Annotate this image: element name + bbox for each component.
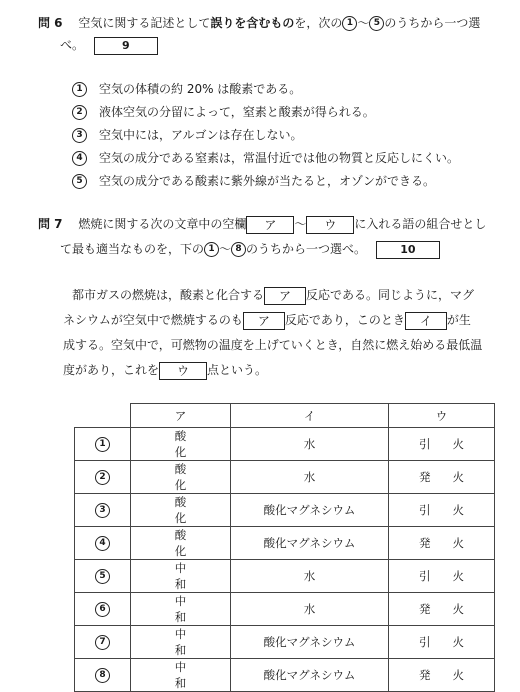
q7-label: 問 7 bbox=[38, 217, 63, 231]
passage-blank-a: ア bbox=[243, 312, 285, 330]
q7-range-sep: 〜 bbox=[219, 242, 232, 256]
row-number-circle: 3 bbox=[95, 503, 110, 518]
table-row[interactable] bbox=[75, 527, 495, 560]
choice-text: 空気中には，アルゴンは存在しない。 bbox=[99, 128, 303, 142]
choice-number-circle: 2 bbox=[72, 105, 87, 120]
q6-range-sep: 〜 bbox=[357, 16, 370, 30]
choice-text: 液体空気の分留によって，窒素と酸素が得られる。 bbox=[99, 105, 375, 119]
row-number-circle: 6 bbox=[95, 602, 110, 617]
choice-number-circle: 3 bbox=[72, 128, 87, 143]
q7-stem-line1 bbox=[38, 215, 486, 234]
q7-range-end-circle: 8 bbox=[231, 242, 246, 257]
cell-a: 中和 bbox=[131, 560, 231, 593]
q6-choice-2[interactable] bbox=[72, 103, 375, 120]
q7-answer-box[interactable]: 10 bbox=[376, 241, 440, 259]
q6-stem-text-a: 空気に関する記述として bbox=[78, 16, 211, 30]
table-row[interactable] bbox=[75, 659, 495, 692]
q7-answer-table bbox=[74, 403, 495, 692]
passage-blank-a: ア bbox=[264, 287, 306, 305]
row-number-circle: 5 bbox=[95, 569, 110, 584]
cell-a: 酸化 bbox=[131, 527, 231, 560]
q6-choice-5[interactable] bbox=[72, 172, 435, 189]
choice-number-circle: 5 bbox=[72, 174, 87, 189]
cell-i: 酸化マグネシウム bbox=[231, 494, 389, 527]
cell-i: 水 bbox=[231, 560, 389, 593]
passage-text: 度があり，これを bbox=[63, 363, 160, 377]
q7-blank-u: ウ bbox=[306, 216, 354, 234]
choice-text: 空気の体積の約 20% は酸素である。 bbox=[99, 82, 302, 96]
passage-blank-i: イ bbox=[405, 312, 447, 330]
cell-a: 中和 bbox=[131, 593, 231, 626]
choice-number-circle: 4 bbox=[72, 151, 87, 166]
q7-range-start-circle: 1 bbox=[204, 242, 219, 257]
passage-text: 都市ガスの燃焼は，酸素と化合する bbox=[72, 288, 265, 302]
q6-answer-box[interactable]: 9 bbox=[94, 37, 158, 55]
q7-stem-text-d: のうちから一つ選べ。 bbox=[246, 242, 367, 256]
q6-stem-line2-text: べ。 bbox=[60, 38, 85, 52]
q7-blank-a: ア bbox=[246, 216, 294, 234]
row-number-circle: 2 bbox=[95, 470, 110, 485]
cell-u: 引火 bbox=[389, 560, 495, 593]
table-header-row bbox=[75, 404, 495, 428]
table-row[interactable] bbox=[75, 593, 495, 626]
row-number-cell bbox=[75, 494, 131, 527]
q6-choice-3[interactable] bbox=[72, 126, 303, 143]
choice-number-circle: 1 bbox=[72, 82, 87, 97]
passage-text: ネシウムが空気中で燃焼するのも bbox=[63, 313, 243, 327]
cell-u: 引火 bbox=[389, 428, 495, 461]
q6-stem-text-b: を，次の bbox=[294, 16, 343, 30]
cell-i: 酸化マグネシウム bbox=[231, 659, 389, 692]
cell-u: 発火 bbox=[389, 527, 495, 560]
q6-label: 問 6 bbox=[38, 16, 63, 30]
q6-stem-line2 bbox=[60, 36, 158, 55]
table-header-i: イ bbox=[231, 404, 389, 428]
cell-i: 水 bbox=[231, 461, 389, 494]
cell-u: 発火 bbox=[389, 593, 495, 626]
q6-range-end-circle: 5 bbox=[369, 16, 384, 31]
cell-a: 酸化 bbox=[131, 494, 231, 527]
passage-line-2 bbox=[63, 307, 471, 333]
cell-i: 酸化マグネシウム bbox=[231, 626, 389, 659]
table-corner bbox=[75, 404, 131, 428]
passage-text: 反応であり，このとき bbox=[284, 313, 405, 327]
row-number-circle: 1 bbox=[95, 437, 110, 452]
table-row[interactable] bbox=[75, 428, 495, 461]
row-number-cell bbox=[75, 527, 131, 560]
cell-a: 酸化 bbox=[131, 461, 231, 494]
q6-stem-line1 bbox=[38, 14, 480, 31]
cell-i: 水 bbox=[231, 593, 389, 626]
q6-stem-emphasis: 誤りを含むもの bbox=[210, 16, 295, 30]
row-number-cell bbox=[75, 560, 131, 593]
cell-u: 引火 bbox=[389, 626, 495, 659]
q6-choice-1[interactable] bbox=[72, 80, 301, 97]
row-number-circle: 7 bbox=[95, 635, 110, 650]
choice-text: 空気の成分である窒素は，常温付近では他の物質と反応しにくい。 bbox=[99, 151, 460, 165]
choice-text: 空気の成分である酸素に紫外線が当たると，オゾンができる。 bbox=[99, 174, 436, 188]
table-row[interactable] bbox=[75, 461, 495, 494]
cell-u: 引火 bbox=[389, 494, 495, 527]
q7-tilde: 〜 bbox=[294, 217, 307, 231]
passage-text: 成する。空気中で，可燃物の温度を上げていくとき，自然に燃え始める最低温 bbox=[63, 338, 483, 352]
row-number-circle: 8 bbox=[95, 668, 110, 683]
table-row[interactable] bbox=[75, 494, 495, 527]
passage-blank-u: ウ bbox=[159, 362, 207, 380]
q7-stem-text-c: て最も適当なものを，下の bbox=[60, 242, 205, 256]
row-number-cell bbox=[75, 626, 131, 659]
row-number-cell bbox=[75, 593, 131, 626]
q7-stem-text-b: に入れる語の組合せとし bbox=[354, 217, 487, 231]
table-header-u: ウ bbox=[389, 404, 495, 428]
cell-i: 酸化マグネシウム bbox=[231, 527, 389, 560]
passage-text: が生 bbox=[446, 313, 471, 327]
q7-stem-text-a: 燃焼に関する次の文章中の空欄 bbox=[78, 217, 247, 231]
q6-range-start-circle: 1 bbox=[342, 16, 357, 31]
table-row[interactable] bbox=[75, 560, 495, 593]
q6-choice-4[interactable] bbox=[72, 149, 459, 166]
row-number-circle: 4 bbox=[95, 536, 110, 551]
passage-text: 点という。 bbox=[207, 363, 268, 377]
passage-line-1 bbox=[72, 282, 474, 308]
cell-a: 中和 bbox=[131, 626, 231, 659]
q7-stem-line2 bbox=[60, 240, 440, 259]
q6-stem-text-c: のうちから一つ選 bbox=[384, 16, 481, 30]
cell-u: 発火 bbox=[389, 659, 495, 692]
cell-a: 酸化 bbox=[131, 428, 231, 461]
cell-a: 中和 bbox=[131, 659, 231, 692]
table-header-a: ア bbox=[131, 404, 231, 428]
passage-text: 反応である。同じように，マグ bbox=[306, 288, 475, 302]
row-number-cell bbox=[75, 428, 131, 461]
table-row[interactable] bbox=[75, 626, 495, 659]
passage-line-3 bbox=[63, 332, 482, 358]
row-number-cell bbox=[75, 461, 131, 494]
passage-line-4 bbox=[63, 357, 267, 383]
cell-i: 水 bbox=[231, 428, 389, 461]
cell-u: 発火 bbox=[389, 461, 495, 494]
row-number-cell bbox=[75, 659, 131, 692]
